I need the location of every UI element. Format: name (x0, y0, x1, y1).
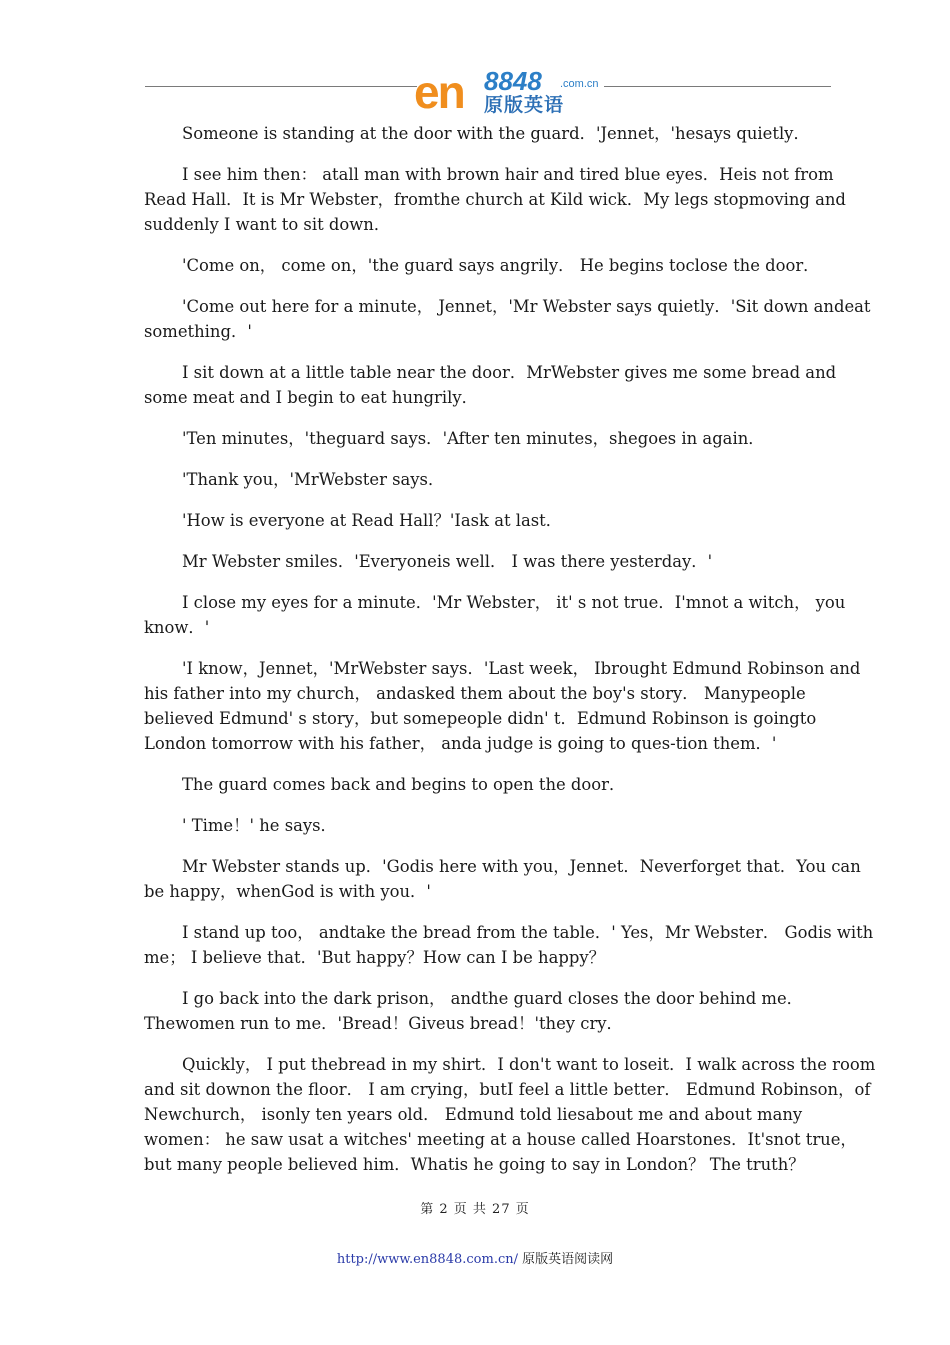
paragraph: Mr Webster stands up．'Godis here with you，Jennet．Neverforget that．You can be happy，whenGod is with you．' (144, 857, 861, 901)
paragraph: The guard comes back and begins to open the door． (182, 775, 626, 794)
paragraph: 'Come out here for a minute， Jennet，'Mr Webster says quietly．'Sit down andeat something．' (144, 297, 871, 341)
paragraph: Quickly， I put thebread in my shirt．I don't want to loseit．I walk across the room and sit downon the floor． I am crying，butI feel a little better． Edmund Robinson，of Newchurch， isonly ten years old． Edmund told liesabout me and about many women： he saw usat a witches' meeting at a house called Hoarstones．It'snot true，but many people believed him．Whatis he going to say in London？ The truth？ (144, 1055, 876, 1174)
paragraph: ' Time！' he says． (182, 816, 337, 835)
header-rule-right (604, 86, 831, 87)
paragraph: I stand up too， andtake the bread from the table．' Yes，Mr Webster． Godis with me； I believe that．'But happy？How can I be happy？ (144, 923, 874, 967)
paragraph: 'Ten minutes，'theguard says．'After ten minutes，shegoes in again． (182, 429, 765, 448)
logo-domain: .com.cn (560, 78, 599, 90)
paragraph: 'How is everyone at Read Hall？'Iask at last． (182, 511, 563, 530)
logo-en: en (414, 66, 464, 118)
paragraph: 'Thank you，'MrWebster says． (182, 470, 445, 489)
footer-source (0, 1248, 950, 1267)
paragraph: 'I know，Jennet，'MrWebster says．'Last week， Ibrought Edmund Robinson and his father into my church， andasked them about the boy's story． Manypeople believed Edmund' s story，but somepeople didn' t．Edmund Robinson is goingto London tomorrow with his father， anda judge is going to ques-tion them．' (144, 659, 861, 753)
site-name: 原版英语阅读网 (522, 1252, 614, 1267)
paragraph: I sit down at a little table near the door．MrWebster gives me some bread and some meat and I begin to eat hungrily． (144, 363, 837, 407)
paragraph: Mr Webster smiles．'Everyoneis well． I was there yesterday．' (182, 552, 713, 571)
paragraph: 'Come on， come on，'the guard says angrily． He begins toclose the door． (182, 256, 820, 275)
site-logo (414, 68, 606, 116)
paragraph: I close my eyes for a minute．'Mr Webster， it' s not true．I'mnot a witch， you know．' (144, 593, 846, 637)
logo-number: 8848 (484, 66, 542, 96)
paragraph: Someone is standing at the door with the guard．'Jennet，'hesays quietly． (182, 124, 810, 143)
story-text (144, 121, 876, 1193)
paragraph: I see him then： atall man with brown hair and tired blue eyes．Heis not from Read Hall．It is Mr Webster，fromthe church at Kild wick．My legs stopmoving and suddenly I want to sit down． (144, 165, 846, 234)
header-rule-left (145, 86, 417, 87)
site-url-link[interactable]: http://www.en8848.com.cn/ (336, 1252, 518, 1267)
paragraph: I go back into the dark prison， andthe guard closes the door behind me．Thewomen run to me．'Bread！Giveus bread！'they cry． (144, 989, 804, 1033)
page-number: 第 2 页 共 27 页 (420, 1202, 530, 1217)
logo-chinese: 原版英语 (484, 94, 565, 116)
